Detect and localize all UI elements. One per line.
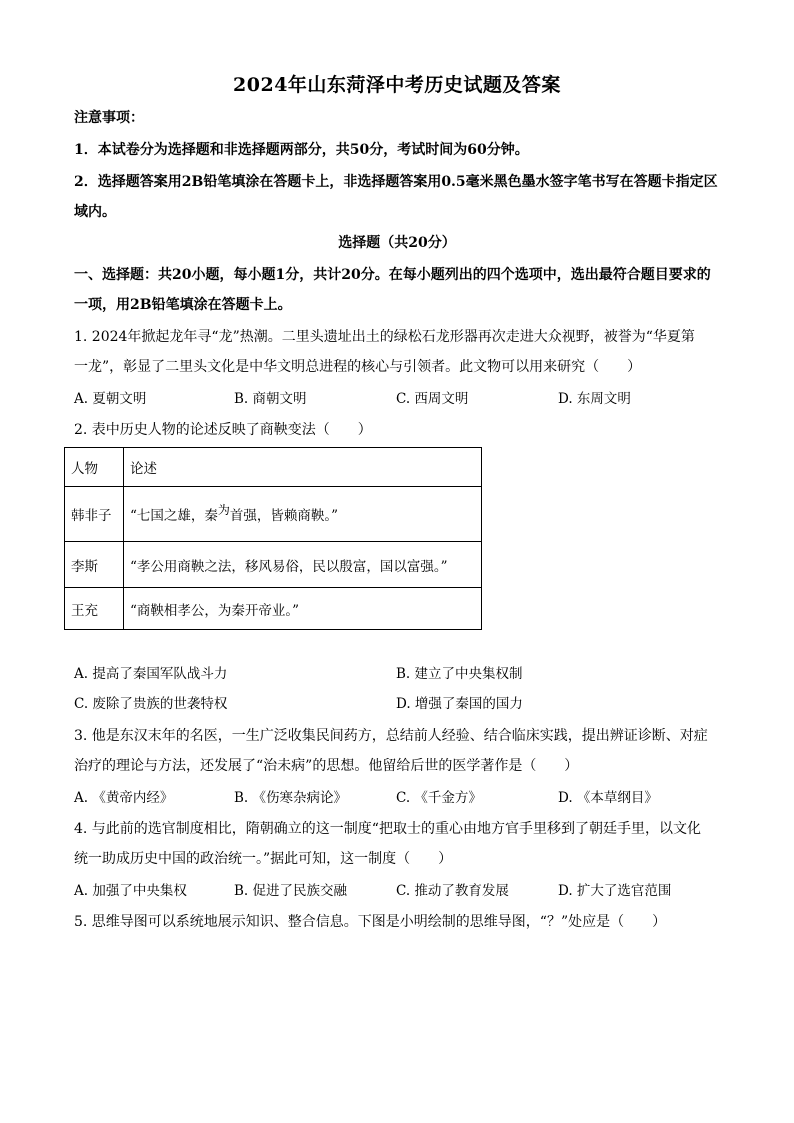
section-instruction-line-1: 一、选择题：共20小题，每小题1分，共计20分。在每小题列出的四个选项中，选出最符合题目要求的 [74,267,711,283]
table-header-person: 人物 [65,448,124,487]
q1-option-c: C. 西周文明 [396,391,469,407]
table-cell-person: 韩非子 [65,487,124,542]
q4-stem-line-2: 统一助成历史中国的政治统一。”据此可知，这一制度（ ） [74,851,453,867]
q4-option-a: A. 加强了中央集权 [74,883,187,899]
notice-item-2-line-2: 域内。 [74,204,116,220]
q2-stem: 2. 表中历史人物的论述反映了商鞅变法（ ） [74,422,372,438]
q1-option-b: B. 商朝文明 [234,391,307,407]
q3-stem-line-2: 治疗的理论与方法，还发展了“治未病”的思想。他留给后世的医学著作是（ ） [74,758,579,774]
q2-option-c: C. 废除了贵族的世袭特权 [74,696,228,712]
table-cell-quote [124,487,482,542]
q3-option-d: D. 《本草纲目》 [558,790,658,806]
q2-option-d: D. 增强了秦国的国力 [396,696,523,712]
table-row [65,487,482,542]
table-cell-person: 李斯 [65,542,124,588]
q3-option-a: A. 《黄帝内经》 [74,790,174,806]
table-row [65,542,482,588]
quote-part-a: “七国之雄，秦 [130,508,218,524]
table-header-row [65,448,482,487]
q3-option-c: C. 《千金方》 [396,790,482,806]
notice-heading: 注意事项： [74,110,144,126]
q2-option-a: A. 提高了秦国军队战斗力 [74,666,228,682]
q5-stem: 5. 思维导图可以系统地展示知识、整合信息。下图是小明绘制的思维导图，“？”处应是（ ） [74,914,667,930]
q3-option-b: B. 《伤寒杂病论》 [234,790,348,806]
table-cell-quote: “商鞅相孝公，为秦开帝业。” [124,588,482,630]
q4-option-c: C. 推动了教育发展 [396,883,509,899]
table-row [65,588,482,630]
q2-table [64,447,482,630]
table-cell-quote: “孝公用商鞅之法，移风易俗，民以殷富，国以富强。” [124,542,482,588]
q4-option-d: D. 扩大了选官范围 [558,883,672,899]
section-heading: 选择题（共20分） [338,235,456,251]
quote-superscript: 为 [217,503,230,517]
table-header-quote: 论述 [124,448,482,487]
q1-option-d: D. 东周文明 [558,391,631,407]
notice-item-1: 1．本试卷分为选择题和非选择题两部分，共50分，考试时间为60分钟。 [74,142,529,158]
q1-option-a: A. 夏朝文明 [74,391,147,407]
q4-option-b: B. 促进了民族交融 [234,883,348,899]
q1-stem-line-2: 一龙”，彰显了二里头文化是中华文明总进程的核心与引领者。此文物可以用来研究（ ） [74,359,642,375]
q1-stem-line-1: 1. 2024年掀起龙年寻“龙”热潮。二里头遗址出土的绿松石龙形器再次走进大众视野，被誉为“华夏第 [74,329,695,345]
notice-item-2-line-1: 2．选择题答案用2B铅笔填涂在答题卡上，非选择题答案用0.5毫米黑色墨水签字笔书写在答题卡指定区 [74,174,718,190]
q2-option-b: B. 建立了中央集权制 [396,666,523,682]
q4-stem-line-1: 4. 与此前的选官制度相比，隋朝确立的这一制度“把取士的重心由地方官手里移到了朝廷手里，以文化 [74,821,701,837]
page-title: 2024年山东菏泽中考历史试题及答案 [233,74,561,96]
table-cell-person: 王充 [65,588,124,630]
section-instruction-line-2: 一项，用2B铅笔填涂在答题卡上。 [74,297,292,313]
quote-part-b: 首强，皆赖商鞅。” [229,508,339,524]
q3-stem-line-1: 3. 他是东汉末年的名医，一生广泛收集民间药方，总结前人经验、结合临床实践，提出辨证诊断、对症 [74,728,708,744]
